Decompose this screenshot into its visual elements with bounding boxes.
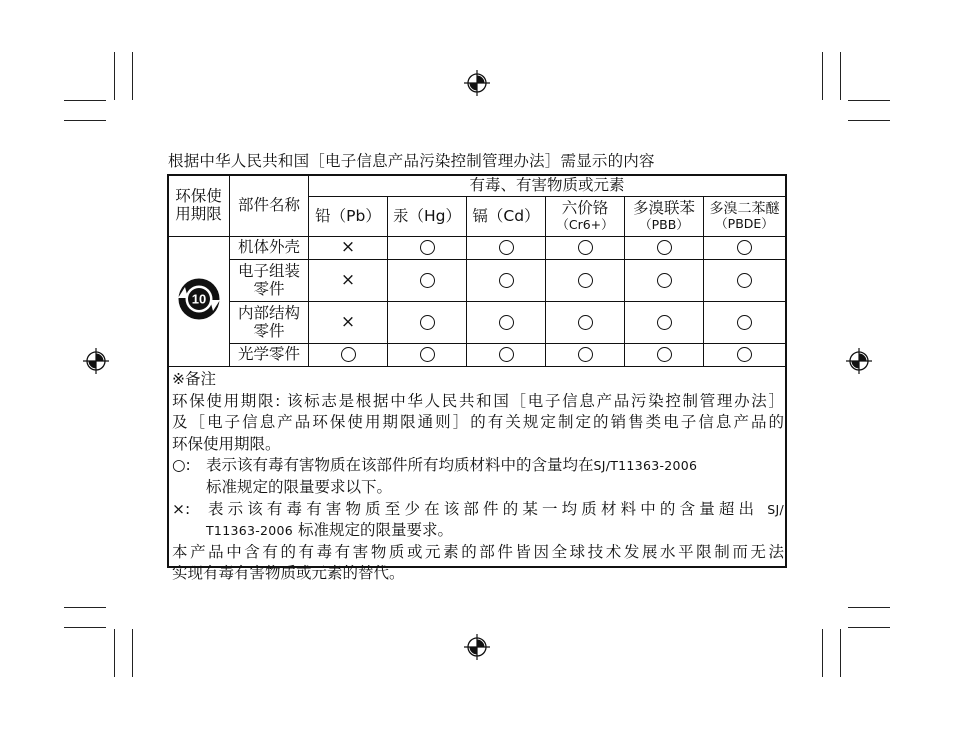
page-title: 根据中华人民共和国［电子信息产品污染控制管理办法］需显示的内容 (168, 152, 655, 170)
notes-heading: ※备注 (172, 370, 216, 388)
cross-note-line: T11363-2006 标准规定的限量要求。 (206, 521, 453, 540)
notes-section (172, 369, 784, 585)
period-logo-number: 10 (191, 291, 206, 307)
registration-mark-bottom-icon (464, 634, 490, 660)
header-chromium: 六价铬 （Cr6+） (546, 197, 625, 237)
period-note-line: 环保使用期限。 (172, 434, 281, 453)
cross-note: ×: 表示该有毒有害物质至少在该部件的某一均质材料中的含量超出 SJ/ (172, 499, 784, 518)
registration-mark-right-icon (846, 348, 872, 374)
period-note-line: 环保使用期限: 该标志是根据中华人民共和国［电子信息产品污染控制管理办法］ (172, 391, 784, 410)
header-pbde: 多溴二苯醚 （PBDE） (704, 197, 786, 237)
header-part-name: 部件名称 (230, 175, 309, 237)
final-note-line: 本产品中含有的有毒有害物质或元素的部件皆因全球技术发展水平限制而无法 (172, 542, 784, 561)
circle-note-line: 标准规定的限量要求以下。 (206, 477, 393, 496)
part-name: 光学零件 (230, 344, 309, 367)
mark-cell: × (309, 302, 388, 344)
header-mercury: 汞（Hg） (388, 197, 467, 237)
header-substances-group: 有毒、有害物质或元素 (309, 175, 786, 197)
header-lead: 铅（Pb） (309, 197, 388, 237)
header-cadmium: 镉（Cd） (467, 197, 546, 237)
period-note-line: 及［电子信息产品环保使用期限通则］的有关规定制定的销售类电子信息产品的 (172, 413, 784, 432)
circle-note: ○: 表示该有毒有害物质在该部件所有均质材料中的含量均在SJ/T11363-2006 (172, 456, 698, 475)
final-note-line: 实现有毒有害物质或元素的替代。 (172, 564, 405, 583)
part-name: 内部结构零件 (230, 302, 309, 344)
header-pbb: 多溴联苯 （PBB） (625, 197, 704, 237)
mark-cell: × (309, 237, 388, 260)
part-name: 电子组装零件 (230, 260, 309, 302)
registration-mark-top-icon (464, 70, 490, 96)
mark-cell: × (309, 260, 388, 302)
header-period: 环保使用期限 (168, 175, 230, 237)
part-name: 机体外壳 (230, 237, 309, 260)
registration-mark-left-icon (83, 348, 109, 374)
